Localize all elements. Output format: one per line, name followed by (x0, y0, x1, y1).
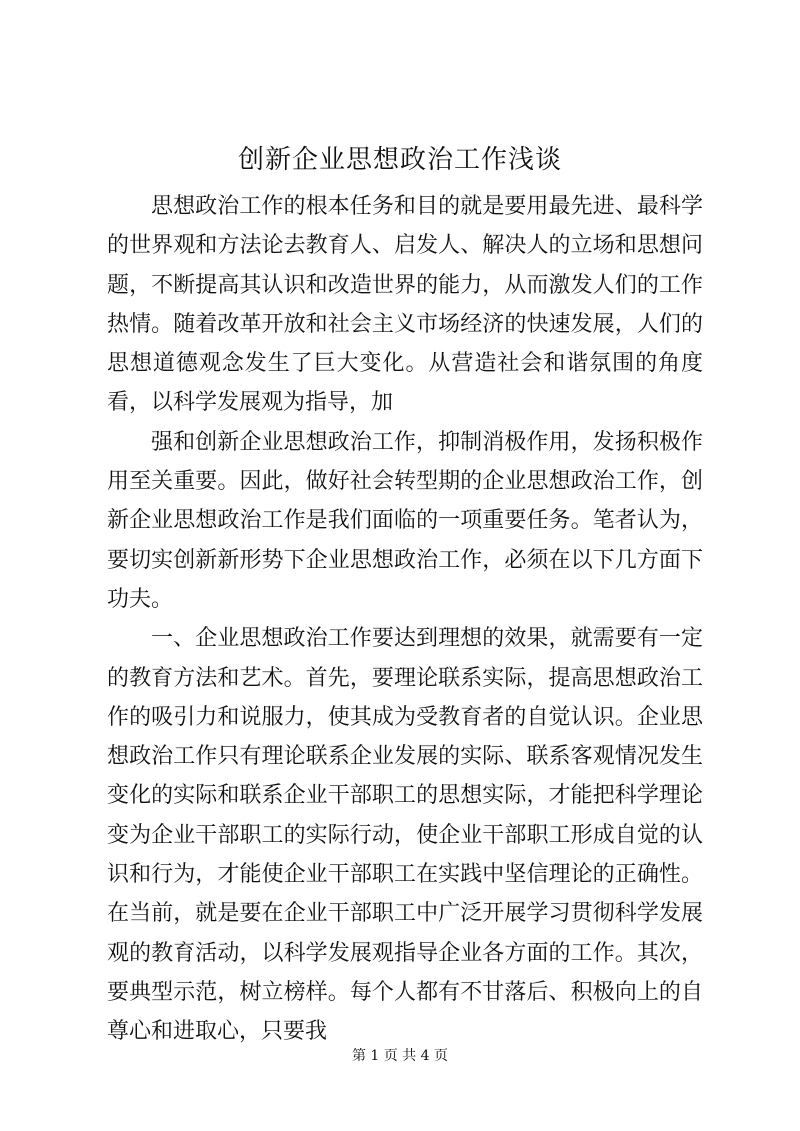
paragraph-3: 一、企业思想政治工作要达到理想的效果，就需要有一定的教育方法和艺术。首先，要理论联系实际，提高思想政治工作的吸引力和说服力，使其成为受教育者的自觉认识。企业思想政治工作只有理论联系企业发展的实际、联系客观情况发生变化的实际和联系企业干部职工的思想实际，才能把科学理论变为企业干部职工的实际行动，使企业干部职工形成自觉的认识和行为，才能使企业干部职工在实践中坚信理论的正确性。在当前，就是要在企业干部职工中广泛开展学习贯彻科学发展观的教育活动，以科学发展观指导企业各方面的工作。其次，要典型示范，树立榜样。每个人都有不甘落后、积极向上的自尊心和进取心，只要我 (107, 626, 703, 1045)
paragraph-1: 思想政治工作的根本任务和目的就是要用最先进、最科学的世界观和方法论去教育人、启发人、解决人的立场和思想问题，不断提高其认识和改造世界的能力，从而激发人们的工作热情。随着改革开放和社会主义市场经济的快速发展，人们的思想道德观念发生了巨大变化。从营造社会和谐氛围的角度看，以科学发展观为指导，加 (107, 194, 703, 416)
paragraph-2: 强和创新企业思想政治工作，抑制消极作用，发扬积极作用至关重要。因此，做好社会转型期的企业思想政治工作，创新企业思想政治工作是我们面临的一项重要任务。笔者认为，要切实创新新形势下企业思想政治工作，必须在以下几方面下功夫。 (107, 429, 703, 612)
document-title: 创新企业思想政治工作浅谈 (237, 145, 562, 175)
document-body (107, 187, 703, 1052)
page-footer: 第 1 页 共 4 页 (351, 1048, 449, 1064)
